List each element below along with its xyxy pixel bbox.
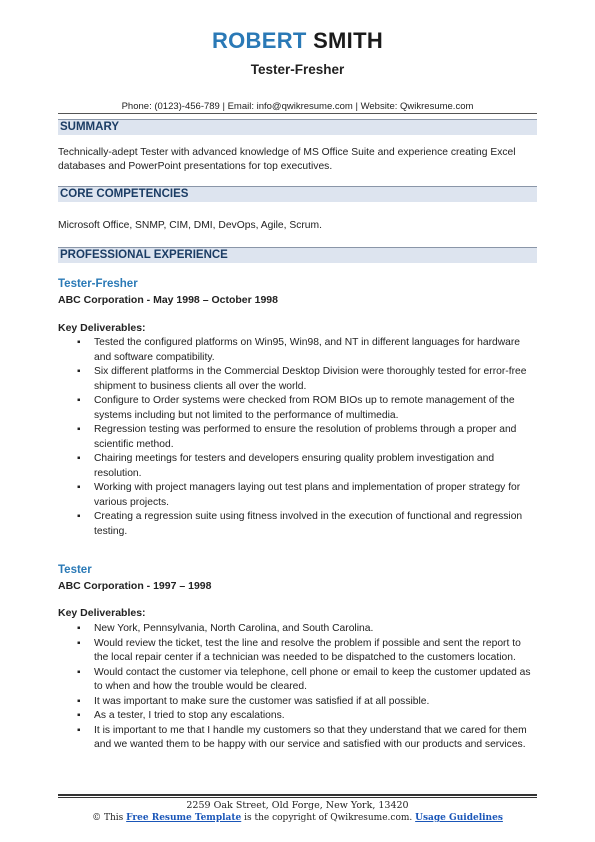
first-name: ROBERT (211, 28, 307, 53)
candidate-name (58, 28, 537, 54)
contact-divider (58, 113, 537, 114)
bullet-icon: ▪ (77, 637, 81, 649)
experience-section-header (58, 247, 537, 263)
competencies-heading: CORE COMPETENCIES (60, 188, 189, 200)
list-item: ▪ It was important to make sure the customer was satisfied if at all possible. (58, 695, 537, 710)
job-bullet-list (58, 336, 537, 539)
bullet-icon: ▪ (77, 724, 81, 736)
list-item: ▪ Would contact the customer via telephone, cell phone or email to keep the customer updated as to when and how the trouble would be cleared. (77, 666, 531, 692)
experience-heading: PROFESSIONAL EXPERIENCE (60, 249, 228, 261)
free-resume-template-link[interactable]: Free Resume Template (126, 813, 242, 823)
list-item: ▪ Regression testing was performed to ensure the resolution of problems through a proper and scientific method. (77, 424, 517, 450)
bullet-icon: ▪ (77, 695, 81, 707)
bullet-icon: ▪ (77, 710, 81, 721)
job-bullet-list (58, 622, 537, 753)
competencies-text: Microsoft Office, SNMP, CIM, DMI, DevOps, Agile, Scrum. (58, 220, 322, 231)
footer-divider-thick (58, 794, 537, 796)
bullet-icon: ▪ (77, 511, 81, 522)
key-deliverables-label: Key Deliverables: (58, 607, 146, 619)
copyright-prefix: © This (92, 813, 124, 823)
list-item: ▪ Configure to Order systems were checked from ROM BIOs up to remote management of the systems including but not limited to the performance of multimedia. (77, 395, 515, 421)
list-item: ▪ Creating a regression suite using fitness involved in the execution of functional and regression testing. (77, 511, 523, 537)
candidate-job-title: Tester-Fresher (250, 62, 345, 77)
list-item: ▪ It is important to me that I handle my customers so that they understand that we cared for them and we wanted them to be happy with our service and satisfied with our products and services. (77, 724, 527, 750)
job-company: ABC Corporation - May 1998 – October 1998 (58, 294, 278, 306)
last-name: SMITH (313, 28, 384, 53)
list-item: ▪ Six different platforms in the Commercial Desktop Division were thoroughly tested for error-free shipment to business clients all over the world. (77, 366, 527, 392)
bullet-icon: ▪ (77, 666, 81, 678)
bullet-icon: ▪ (77, 424, 81, 435)
list-item: ▪ Would review the ticket, test the line and resolve the problem if possible and sent the report to the local repair center if a technician was needed to be dispatched to the customers location. (77, 637, 521, 663)
usage-guidelines-link[interactable]: Usage Guidelines (415, 813, 503, 823)
summary-section-header (58, 119, 537, 135)
list-item: ▪ As a tester, I tried to stop any escalations. (58, 709, 537, 724)
bullet-icon: ▪ (77, 337, 81, 348)
bullet-icon: ▪ (77, 623, 81, 634)
list-item: ▪ Chairing meetings for testers and developers ensuring quality problem investigation and resolution. (77, 453, 495, 479)
bullet-icon: ▪ (77, 395, 81, 406)
key-deliverables-label: Key Deliverables: (58, 322, 146, 334)
list-item: ▪ Working with project managers laying out test plans and implementation of proper strategy for various projects. (77, 482, 521, 508)
bullet-icon: ▪ (77, 453, 81, 464)
summary-text: Technically-adept Tester with advanced knowledge of MS Office Suite and experience creating Excel databases and PowerPoint presentations for top executives. (58, 147, 516, 172)
job-title: Tester-Fresher (58, 278, 138, 290)
footer-divider-thin (58, 797, 537, 798)
footer-copyright (58, 813, 537, 823)
job-title: Tester (58, 564, 92, 576)
contact-line: Phone: (0123)-456-789 | Email: info@qwikresume.com | Website: Qwikresume.com (121, 101, 474, 112)
copyright-middle: is the copyright of Qwikresume.com. (244, 813, 413, 823)
summary-heading: SUMMARY (60, 121, 119, 133)
list-item: ▪ Tested the configured platforms on Win95, Win98, and NT in different languages for hardware and software compatibility. (77, 337, 521, 363)
bullet-icon: ▪ (77, 482, 81, 493)
competencies-section-header (58, 186, 537, 202)
footer-address: 2259 Oak Street, Old Forge, New York, 13420 (186, 800, 409, 811)
bullet-icon: ▪ (77, 366, 81, 377)
list-item: ▪ New York, Pennsylvania, North Carolina, and South Carolina. (58, 622, 537, 637)
job-company: ABC Corporation - 1997 – 1998 (58, 580, 212, 592)
